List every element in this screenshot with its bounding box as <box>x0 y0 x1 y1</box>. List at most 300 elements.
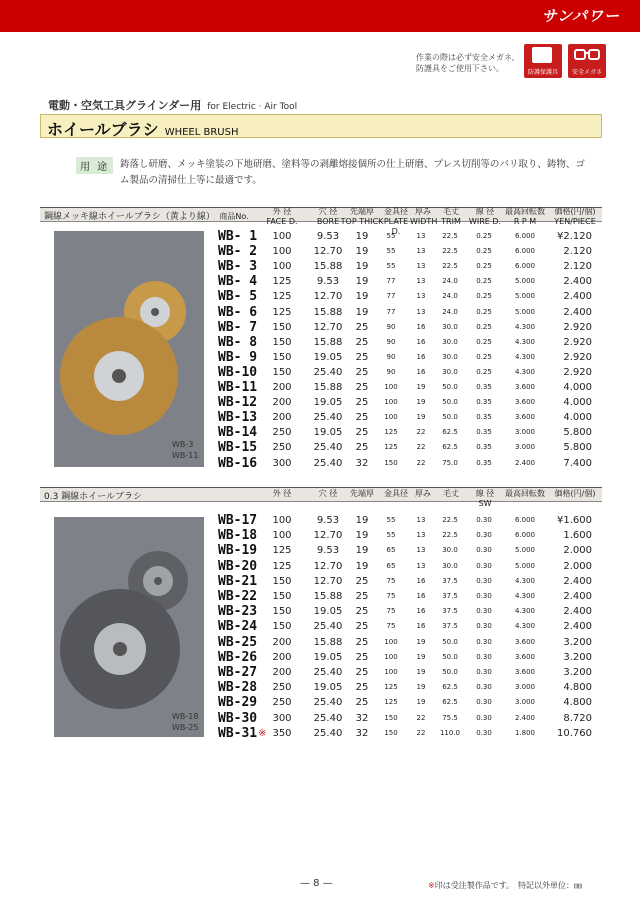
plate-diameter: 100 <box>384 383 398 391</box>
wire-diameter: 0.30 <box>476 531 492 540</box>
max-rpm: 4.300 <box>514 352 536 361</box>
product-code: WB-13 <box>218 410 258 426</box>
product-code: WB- 4 <box>218 274 258 290</box>
tool-subtitle <box>48 97 297 113</box>
plate-diameter: 75 <box>386 622 396 631</box>
bore-diameter: 25.40 <box>313 697 343 709</box>
width: 16 <box>416 337 426 346</box>
trim-length: 24.0 <box>442 307 458 316</box>
price: 5.800 <box>563 442 592 454</box>
wire-diameter: 0.30 <box>476 576 492 585</box>
product-code: WB- 3 <box>218 259 258 275</box>
face-diameter: 150 <box>272 606 292 618</box>
col-top <box>340 207 384 227</box>
bore-diameter: 15.88 <box>313 591 343 602</box>
width: 16 <box>416 352 426 361</box>
top-thickness: 25 <box>355 382 369 393</box>
col-face-jp: 外 径 <box>272 489 292 498</box>
table-row <box>40 305 602 320</box>
wire-diameter: 0.30 <box>476 561 492 570</box>
top-thickness: 32 <box>355 712 369 724</box>
face-diameter: 150 <box>272 366 292 378</box>
top-thickness: 25 <box>355 366 369 378</box>
price: 2.400 <box>563 621 592 633</box>
price: 10.760 <box>557 727 592 739</box>
top-thickness: 25 <box>355 682 369 694</box>
top-thickness: 19 <box>355 246 369 258</box>
price: 4.800 <box>563 697 592 709</box>
price: 2.920 <box>563 366 592 378</box>
table-row <box>40 543 602 558</box>
plate-diameter: 75 <box>386 576 396 585</box>
face-diameter: 200 <box>272 412 292 424</box>
col-top-jp: 先端厚 <box>350 489 374 498</box>
width: 13 <box>416 516 426 524</box>
trim-length: 50.0 <box>442 652 458 661</box>
table-row <box>40 365 602 380</box>
top-thickness: 19 <box>355 545 369 557</box>
face-diameter: 150 <box>272 591 292 602</box>
width: 13 <box>416 247 426 256</box>
price: 2.120 <box>563 246 592 258</box>
table-row <box>40 650 602 665</box>
top-thickness: 25 <box>355 667 369 678</box>
plate-diameter: 100 <box>384 652 398 661</box>
product-code: WB-29 <box>218 695 258 711</box>
trim-length: 37.5 <box>442 607 458 616</box>
bore-diameter: 19.05 <box>313 397 343 409</box>
width: 22 <box>416 713 426 722</box>
top-thickness: 19 <box>355 276 369 288</box>
col-rpm-jp: 最高回転数 <box>505 207 545 216</box>
product-code: WB-21 <box>218 573 258 589</box>
top-thickness: 19 <box>355 261 369 273</box>
wire-diameter: 0.30 <box>476 546 492 555</box>
plate-diameter: 77 <box>386 292 396 301</box>
width: 19 <box>416 683 426 692</box>
trim-length: 62.5 <box>442 428 458 437</box>
safety-glasses-icon <box>574 48 600 62</box>
plate-diameter: 125 <box>384 443 398 452</box>
bore-diameter: 25.40 <box>313 412 343 424</box>
top-thickness: 25 <box>355 321 369 333</box>
wire-diameter: 0.30 <box>476 713 492 722</box>
wire-diameter: 0.30 <box>476 683 492 692</box>
max-rpm: 4.300 <box>514 322 536 331</box>
face-diameter: 100 <box>272 530 292 542</box>
max-rpm: 3.000 <box>514 698 536 707</box>
face-diameter: 150 <box>272 321 292 333</box>
product-code: WB-15 <box>218 440 258 456</box>
width: 13 <box>416 531 426 540</box>
max-rpm: 6.000 <box>514 262 536 271</box>
bore-diameter: 12.70 <box>313 291 343 303</box>
max-rpm: 6.000 <box>514 516 536 524</box>
face-diameter: 150 <box>272 351 292 363</box>
top-thickness: 32 <box>355 457 369 469</box>
product-code: WB- 7 <box>218 319 258 335</box>
price: ¥1.600 <box>557 515 592 526</box>
max-rpm: 4.300 <box>514 367 536 376</box>
col-wire-jp: 線 径 <box>475 207 495 216</box>
wire-diameter: 0.25 <box>476 322 492 331</box>
subtitle-jp: 電動・空気工具グラインダー用 <box>48 99 202 112</box>
width: 19 <box>416 668 426 676</box>
width: 13 <box>416 307 426 316</box>
plate-diameter: 150 <box>384 458 398 467</box>
face-diameter: 200 <box>272 382 292 393</box>
plate-diameter: 100 <box>384 398 398 407</box>
trim-length: 50.0 <box>442 637 458 646</box>
product-code: WB-20 <box>218 558 258 574</box>
bore-diameter: 9.53 <box>316 545 340 557</box>
footer-note <box>428 880 582 891</box>
trim-length: 22.5 <box>442 262 458 271</box>
price: 5.800 <box>563 427 592 439</box>
bore-diameter: 15.88 <box>313 306 343 318</box>
table-row <box>40 589 602 604</box>
face-diameter: 300 <box>272 712 292 724</box>
top-thickness: 25 <box>355 591 369 602</box>
table-row <box>40 335 602 350</box>
max-rpm: 6.000 <box>514 247 536 256</box>
plate-diameter: 150 <box>384 728 398 737</box>
wire-diameter: 0.25 <box>476 277 492 286</box>
max-rpm: 5.000 <box>514 561 536 570</box>
wire-diameter: 0.25 <box>476 262 492 271</box>
plate-diameter: 150 <box>384 713 398 722</box>
title-band <box>40 114 602 138</box>
plate-diameter: 55 <box>386 247 396 256</box>
bore-diameter: 19.05 <box>313 651 343 663</box>
price: 7.400 <box>563 457 592 469</box>
col-rpm <box>502 207 548 227</box>
face-diameter: 200 <box>272 636 292 648</box>
product-code: WB-11 <box>218 380 258 395</box>
product-code: WB-18 <box>218 528 258 544</box>
max-rpm: 3.600 <box>514 413 536 422</box>
top-thickness: 25 <box>355 651 369 663</box>
top-thickness: 32 <box>355 727 369 739</box>
price: 4.000 <box>563 382 592 393</box>
max-rpm: 3.000 <box>514 428 536 437</box>
table-row <box>40 410 602 425</box>
trim-length: 37.5 <box>442 576 458 585</box>
plate-diameter: 55 <box>386 531 396 540</box>
table-row <box>40 528 602 543</box>
max-rpm: 5.000 <box>514 546 536 555</box>
top-thickness: 25 <box>355 606 369 618</box>
table-row <box>40 695 602 710</box>
face-diameter: 250 <box>272 682 292 694</box>
product-code: WB- 1 <box>218 229 258 244</box>
max-rpm: 5.000 <box>514 307 536 316</box>
col-top-jp: 先端厚 <box>350 207 374 216</box>
face-diameter: 200 <box>272 667 292 678</box>
top-thickness: 25 <box>355 336 369 348</box>
page-title <box>47 117 238 140</box>
col-bore-jp: 穴 径 <box>318 489 338 498</box>
price: ¥2.120 <box>557 231 592 242</box>
face-diameter: 125 <box>272 306 292 318</box>
max-rpm: 3.000 <box>514 683 536 692</box>
max-rpm: 4.300 <box>514 607 536 616</box>
col-bore-jp: 穴 径 <box>318 207 338 216</box>
top-thickness: 19 <box>355 530 369 542</box>
usage-label: 用 途 <box>76 157 113 174</box>
top-thickness: 25 <box>355 351 369 363</box>
table-row <box>40 456 602 471</box>
col-price-jp: 価格(円/個) <box>554 207 596 216</box>
top-thickness: 19 <box>355 306 369 318</box>
product-code: WB-28 <box>218 680 258 696</box>
trim-length: 62.5 <box>442 683 458 692</box>
bore-diameter: 15.88 <box>313 382 343 393</box>
col-rpm-jp: 最高回転数 <box>505 489 545 498</box>
width: 13 <box>416 546 426 555</box>
face-diameter: 250 <box>272 427 292 439</box>
bore-diameter: 19.05 <box>313 682 343 694</box>
wire-diameter: 0.25 <box>476 247 492 256</box>
table-row <box>40 665 602 680</box>
table-row <box>40 559 602 574</box>
bore-diameter: 25.40 <box>313 621 343 633</box>
product-code: WB-16 <box>218 455 258 471</box>
width: 13 <box>416 561 426 570</box>
plate-diameter: 100 <box>384 637 398 646</box>
price: 8.720 <box>563 712 592 724</box>
bore-diameter: 12.70 <box>313 575 343 587</box>
bore-diameter: 25.40 <box>313 727 343 739</box>
table-row <box>40 289 602 304</box>
bore-diameter: 19.05 <box>313 427 343 439</box>
col-plate-en: PLATE D. <box>383 217 409 236</box>
wire-diameter: 0.25 <box>476 337 492 346</box>
bore-diameter: 25.40 <box>313 442 343 454</box>
width: 16 <box>416 622 426 631</box>
product-code: WB-23 <box>218 604 258 620</box>
price: 4.800 <box>563 682 592 694</box>
col-face-en: FACE D. <box>266 217 298 226</box>
col-wire <box>468 489 502 509</box>
face-diameter: 300 <box>272 457 292 469</box>
bore-diameter: 19.05 <box>313 351 343 363</box>
table-row <box>40 680 602 695</box>
plate-diameter: 55 <box>386 232 396 240</box>
product-code: WB-25 <box>218 634 258 650</box>
col-trim-en: TRIM <box>441 217 461 226</box>
bore-diameter: 15.88 <box>313 336 343 348</box>
plate-diameter: 75 <box>386 592 396 600</box>
width: 19 <box>416 652 426 661</box>
plate-diameter: 90 <box>386 352 396 361</box>
top-thickness: 25 <box>355 427 369 439</box>
width: 16 <box>416 322 426 331</box>
bore-diameter: 15.88 <box>313 261 343 273</box>
col-wire <box>468 207 502 227</box>
table-row <box>40 711 602 726</box>
width: 16 <box>416 576 426 585</box>
max-rpm: 3.600 <box>514 383 536 391</box>
table-row <box>40 440 602 455</box>
width: 13 <box>416 292 426 301</box>
product-code: WB- 2 <box>218 244 258 260</box>
col-trim <box>438 207 464 227</box>
plate-diameter: 100 <box>384 668 398 676</box>
bore-diameter: 25.40 <box>313 712 343 724</box>
col-plate-jp: 金具径 <box>384 207 408 216</box>
product-code: WB- 9 <box>218 349 258 365</box>
product-code: WB-30 <box>218 710 258 726</box>
trim-length: 75.0 <box>442 458 458 467</box>
top-thickness: 25 <box>355 575 369 587</box>
max-rpm: 5.000 <box>514 277 536 286</box>
price: 2.400 <box>563 306 592 318</box>
col-wire-jp: 線 径 <box>475 489 495 498</box>
price: 2.920 <box>563 321 592 333</box>
trim-length: 75.5 <box>442 713 458 722</box>
section-brass-wheel <box>40 207 602 477</box>
trim-length: 24.0 <box>442 277 458 286</box>
max-rpm: 3.000 <box>514 443 536 452</box>
wire-diameter: 0.35 <box>476 413 492 422</box>
bore-diameter: 12.70 <box>313 246 343 258</box>
top-thickness: 19 <box>355 231 369 242</box>
trim-length: 30.0 <box>442 337 458 346</box>
top-thickness: 19 <box>355 560 369 572</box>
price: 2.920 <box>563 336 592 348</box>
badge-label: 安全メガネ <box>571 69 602 76</box>
max-rpm: 1.800 <box>514 728 536 737</box>
product-code: WB-26 <box>218 649 258 665</box>
face-diameter: 150 <box>272 336 292 348</box>
table-row <box>40 320 602 335</box>
max-rpm: 6.000 <box>514 531 536 540</box>
face-diameter: 125 <box>272 560 292 572</box>
protective-gear-badge <box>524 44 562 78</box>
trim-length: 37.5 <box>442 622 458 631</box>
col-face-jp: 外 径 <box>272 207 292 216</box>
table-row <box>40 244 602 259</box>
width: 13 <box>416 277 426 286</box>
trim-length: 37.5 <box>442 592 458 600</box>
table-row <box>40 513 602 528</box>
wire-diameter: 0.30 <box>476 592 492 600</box>
face-diameter: 250 <box>272 442 292 454</box>
product-code: WB- 6 <box>218 304 258 320</box>
wire-diameter: 0.25 <box>476 352 492 361</box>
wire-diameter: 0.35 <box>476 383 492 391</box>
price: 4.000 <box>563 412 592 424</box>
table-row <box>40 380 602 395</box>
bore-diameter: 12.70 <box>313 321 343 333</box>
safety-note <box>416 52 520 74</box>
wire-diameter: 0.30 <box>476 637 492 646</box>
product-code: WB-22 <box>218 589 258 604</box>
trim-length: 50.0 <box>442 668 458 676</box>
price: 4.000 <box>563 397 592 409</box>
table-row <box>40 395 602 410</box>
width: 19 <box>416 398 426 407</box>
face-diameter: 150 <box>272 621 292 633</box>
subtitle-en: for Electric · Air Tool <box>207 102 298 112</box>
protective-gear-icon <box>532 47 552 63</box>
wire-diameter: 0.35 <box>476 398 492 407</box>
table-row <box>40 726 602 741</box>
bore-diameter: 9.53 <box>316 276 340 288</box>
price: 2.400 <box>563 591 592 602</box>
face-diameter: 100 <box>272 515 292 526</box>
product-code: WB- 5 <box>218 289 258 305</box>
width: 13 <box>416 232 426 240</box>
bore-diameter: 15.88 <box>313 636 343 648</box>
wire-diameter: 0.35 <box>476 443 492 452</box>
table-row <box>40 350 602 365</box>
price: 2.400 <box>563 606 592 618</box>
plate-diameter: 90 <box>386 337 396 346</box>
top-thickness: 25 <box>355 697 369 709</box>
title-jp: ホイールブラシ <box>47 120 159 139</box>
max-rpm: 3.600 <box>514 652 536 661</box>
bore-diameter: 12.70 <box>313 530 343 542</box>
product-code: WB-31 <box>218 725 258 741</box>
col-top-en: TOP THICK <box>340 217 384 226</box>
plate-diameter: 65 <box>386 546 396 555</box>
face-diameter: 125 <box>272 545 292 557</box>
trim-length: 30.0 <box>442 322 458 331</box>
trim-length: 110.0 <box>439 728 461 737</box>
price: 3.200 <box>563 667 592 678</box>
product-code: WB- 8 <box>218 334 258 350</box>
badge-label: 防護保護具 <box>527 69 558 76</box>
width: 22 <box>416 458 426 467</box>
price: 2.400 <box>563 575 592 587</box>
plate-diameter: 90 <box>386 322 396 331</box>
trim-length: 50.0 <box>442 383 458 391</box>
plate-diameter: 55 <box>386 262 396 271</box>
bore-diameter: 25.40 <box>313 667 343 678</box>
section-steel-wheel <box>40 487 602 747</box>
max-rpm: 4.300 <box>514 622 536 631</box>
col-trim-jp: 毛丈 <box>443 489 459 498</box>
col-code: 商品No. <box>219 212 249 221</box>
safety-note-line: 作業の際は必ず安全メガネ、 <box>416 53 520 62</box>
trim-length: 50.0 <box>442 413 458 422</box>
wire-diameter: 0.30 <box>476 698 492 707</box>
trim-length: 62.5 <box>442 698 458 707</box>
top-thickness: 19 <box>355 515 369 526</box>
price: 2.400 <box>563 291 592 303</box>
trim-length: 22.5 <box>442 247 458 256</box>
max-rpm: 4.300 <box>514 337 536 346</box>
col-price-jp: 価格(円/個) <box>554 489 596 498</box>
trim-length: 62.5 <box>442 443 458 452</box>
table-row <box>40 635 602 650</box>
face-diameter: 125 <box>272 291 292 303</box>
plate-diameter: 77 <box>386 277 396 286</box>
price: 3.200 <box>563 636 592 648</box>
width: 16 <box>416 592 426 600</box>
table-row <box>40 259 602 274</box>
width: 22 <box>416 443 426 452</box>
face-diameter: 200 <box>272 397 292 409</box>
table-row <box>40 425 602 440</box>
trim-length: 30.0 <box>442 546 458 555</box>
trim-length: 30.0 <box>442 352 458 361</box>
plate-diameter: 77 <box>386 307 396 316</box>
plate-diameter: 125 <box>384 428 398 437</box>
trim-length: 50.0 <box>442 398 458 407</box>
